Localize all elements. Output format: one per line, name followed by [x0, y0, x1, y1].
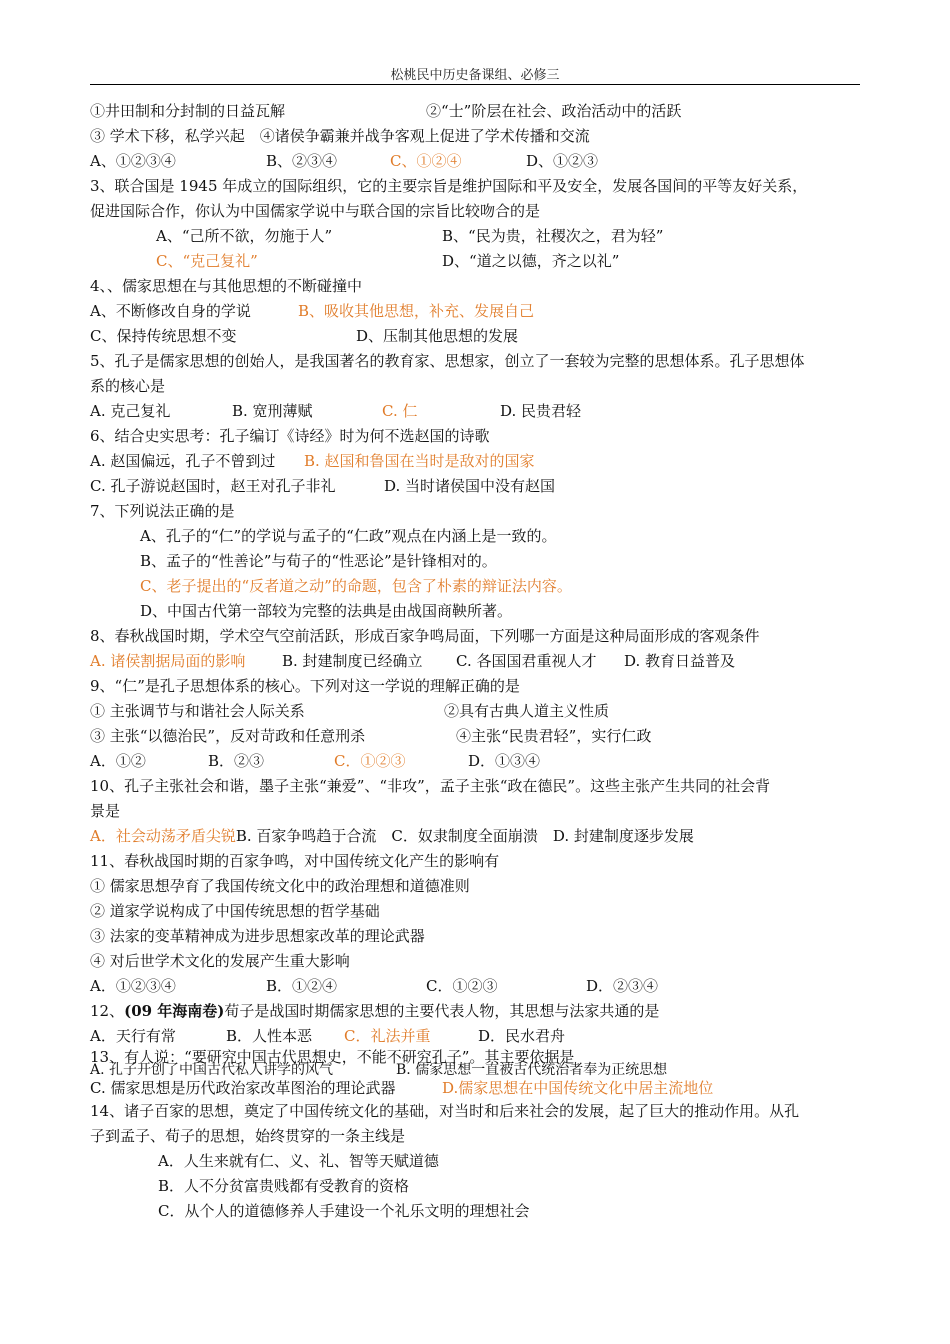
q12-source: (09 年海南卷) [124, 1002, 225, 1020]
q2-option-1: ①井田制和分封制的日益瓦解 [90, 102, 286, 120]
q5-answer-b: B. 宽刑薄赋 [232, 402, 313, 420]
q7-answer-b: B、孟子的“性善论”与荀子的“性恶论”是针锋相对的。 [140, 552, 497, 570]
q8-answer-d: D. 教育日益普及 [624, 652, 736, 670]
q6-answer-b: B. 赵国和鲁国在当时是敌对的国家 [304, 452, 535, 470]
q2-answer-c: C、①②④ [390, 152, 462, 170]
q5-stem-line2: 系的核心是 [90, 377, 166, 395]
q9-option-1: ① 主张调节与和谐社会人际关系 [90, 702, 305, 720]
q4-answer-b: B、吸收其他思想，补充、发展自己 [298, 302, 535, 320]
q4-stem: 4、、儒家思想在与其他思想的不断碰撞中 [90, 277, 363, 295]
q11-answer-b: B．①②④ [266, 977, 338, 995]
q5-answer-c: C. 仁 [382, 402, 418, 420]
q13-answer-a: A. 孔子开创了中国古代私人讲学的风气 [90, 1062, 334, 1078]
q10-answer-a: A．社会动荡矛盾尖锐 [90, 827, 236, 845]
q4-answer-a: A、不断修改自身的学说 [90, 302, 251, 320]
q3-answer-d: D、“道之以德，齐之以礼” [442, 252, 620, 270]
q12-answer-b: B．人性本恶 [226, 1027, 313, 1045]
q5-answer-d: D. 民贵君轻 [500, 402, 582, 420]
q2-answer-a: A、①②③④ [90, 152, 176, 170]
q13-stem: 13、有人说：“要研究中国古代思想史，不能不研究孔子”。其主要依据是 [90, 1048, 575, 1066]
q3-answer-b: B、“民为贵，社稷次之，君为轻” [442, 227, 664, 245]
q12-answer-c: C．礼法并重 [344, 1027, 431, 1045]
q10-stem-line1: 10、孔子主张社会和谐，墨子主张“兼爱”、“非攻”，孟子主张“政在德民”。这些主张产生共同的社会背 [90, 777, 771, 795]
q3-answer-a: A、“己所不欲，勿施于人” [156, 227, 333, 245]
q13-answer-b: B. 儒家思想一直被古代统治者奉为正统思想 [396, 1062, 668, 1078]
q12-answer-a: A．天行有常 [90, 1027, 176, 1045]
q2-options-row1 [90, 101, 860, 121]
q10-answers [90, 826, 860, 846]
q6-answer-d: D. 当时诸侯国中没有赵国 [384, 477, 556, 495]
q3-stem-line2: 促进国际合作，你认为中国儒家学说中与联合国的宗旨比较吻合的是 [90, 202, 541, 220]
q9-answer-d: D．①③④ [468, 752, 541, 770]
q11-answer-c: C．①②③ [426, 977, 498, 995]
q11-answer-d: D．②③④ [586, 977, 659, 995]
q9-answer-a: A．①② [90, 752, 146, 770]
q9-answer-b: B．②③ [208, 752, 265, 770]
q11-option-4: ④ 对后世学术文化的发展产生重大影响 [90, 952, 350, 970]
q4-answer-d: D、压制其他思想的发展 [356, 327, 519, 345]
q14-answer-b: B．人不分贫富贵贱都有受教育的资格 [158, 1177, 410, 1195]
q11-stem: 11、春秋战国时期的百家争鸣，对中国传统文化产生的影响有 [90, 852, 500, 870]
q5-stem-line1: 5、孔子是儒家思想的创始人，是我国著名的教育家、思想家，创立了一套较为完整的思想体系。孔子思想体 [90, 352, 805, 370]
q2-option-2: ②“士”阶层在社会、政治活动中的活跃 [426, 102, 682, 120]
q14-stem-line1: 14、诸子百家的思想，奠定了中国传统文化的基础，对当时和后来社会的发展，起了巨大的推动作用。从孔 [90, 1102, 800, 1120]
q9-answer-c: C．①②③ [334, 752, 406, 770]
q7-answer-c: C、老子提出的“反者道之动”的命题，包含了朴素的辩证法内容。 [140, 577, 572, 595]
q2-options-row2: ③ 学术下移，私学兴起 ④诸侯争霸兼并战争客观上促进了学术传播和交流 [90, 127, 590, 145]
q8-answer-c: C. 各国国君重视人才 [456, 652, 597, 670]
q12-answer-d: D．民水君舟 [478, 1027, 566, 1045]
q14-stem-line2: 子到孟子、荀子的思想，始终贯穿的一条主线是 [90, 1127, 406, 1145]
q11-answer-a: A．①②③④ [90, 977, 176, 995]
q4-answer-c: C、保持传统思想不变 [90, 327, 237, 345]
q14-answer-a: A．人生来就有仁、义、礼、智等天赋道德 [158, 1152, 439, 1170]
q11-option-1: ① 儒家思想孕育了我国传统文化中的政治理想和道德准则 [90, 877, 470, 895]
q2-answer-b: B、②③④ [266, 152, 338, 170]
q8-answer-a: A. 诸侯割据局面的影响 [90, 652, 246, 670]
header-rule [90, 84, 860, 85]
q9-option-2: ②具有古典人道主义性质 [444, 702, 610, 720]
q3-answer-c: C、“克己复礼” [156, 252, 258, 270]
q12-stem-text: 荀子是战国时期儒家思想的主要代表人物，其思想与法家共通的是 [224, 1002, 660, 1020]
q8-stem: 8、春秋战国时期，学术空气空前活跃，形成百家争鸣局面，下列哪一方面是这种局面形成的客观条件 [90, 627, 760, 645]
q5-answer-a: A. 克己复礼 [90, 402, 171, 420]
q12-stem [90, 1001, 860, 1021]
q13-answer-d: D.儒家思想在中国传统文化中居主流地位 [442, 1079, 714, 1097]
q12-number: 12、 [90, 1002, 125, 1020]
q11-option-3: ③ 法家的变革精神成为进步思想家改革的理论武器 [90, 927, 425, 945]
q6-answer-a: A. 赵国偏远，孔子不曾到过 [90, 452, 276, 470]
q9-option-3: ③ 主张“以德治民”，反对苛政和任意刑杀 [90, 727, 366, 745]
q9-option-4: ④主张“民贵君轻”，实行仁政 [456, 727, 652, 745]
q10-stem-line2: 景是 [90, 802, 121, 820]
q6-answer-c: C. 孔子游说赵国时，赵王对孔子非礼 [90, 477, 336, 495]
q14-answer-c: C．从个人的道德修养人手建设一个礼乐文明的理想社会 [158, 1202, 530, 1220]
q9-stem: 9、“仁”是孔子思想体系的核心。下列对这一学说的理解正确的是 [90, 677, 520, 695]
q2-answer-d: D、①②③ [526, 152, 599, 170]
page-header: 松桃民中历史备课组、必修三 [390, 68, 560, 83]
q6-stem: 6、结合史实思考：孔子编订《诗经》时为何不选赵国的诗歌 [90, 427, 490, 445]
q7-answer-a: A、孔子的“仁”的学说与孟子的“仁政”观点在内涵上是一致的。 [140, 527, 557, 545]
q8-answer-b: B. 封建制度已经确立 [282, 652, 423, 670]
q11-option-2: ② 道家学说构成了中国传统思想的哲学基础 [90, 902, 380, 920]
q7-answer-d: D、中国古代第一部较为完整的法典是由战国商鞅所著。 [140, 602, 513, 620]
q7-stem: 7、下列说法正确的是 [90, 502, 235, 520]
q10-answers-bcd: B. 百家争鸣趋于合流 C．奴隶制度全面崩溃 D. 封建制度逐步发展 [235, 827, 694, 845]
q3-stem-line1: 3、联合国是 1945 年成立的国际组织，它的主要宗旨是维护国际和平及安全，发展各国间的平等友好关系， [90, 177, 808, 195]
q13-answer-c: C. 儒家思想是历代政治家改革图治的理论武器 [90, 1079, 396, 1097]
